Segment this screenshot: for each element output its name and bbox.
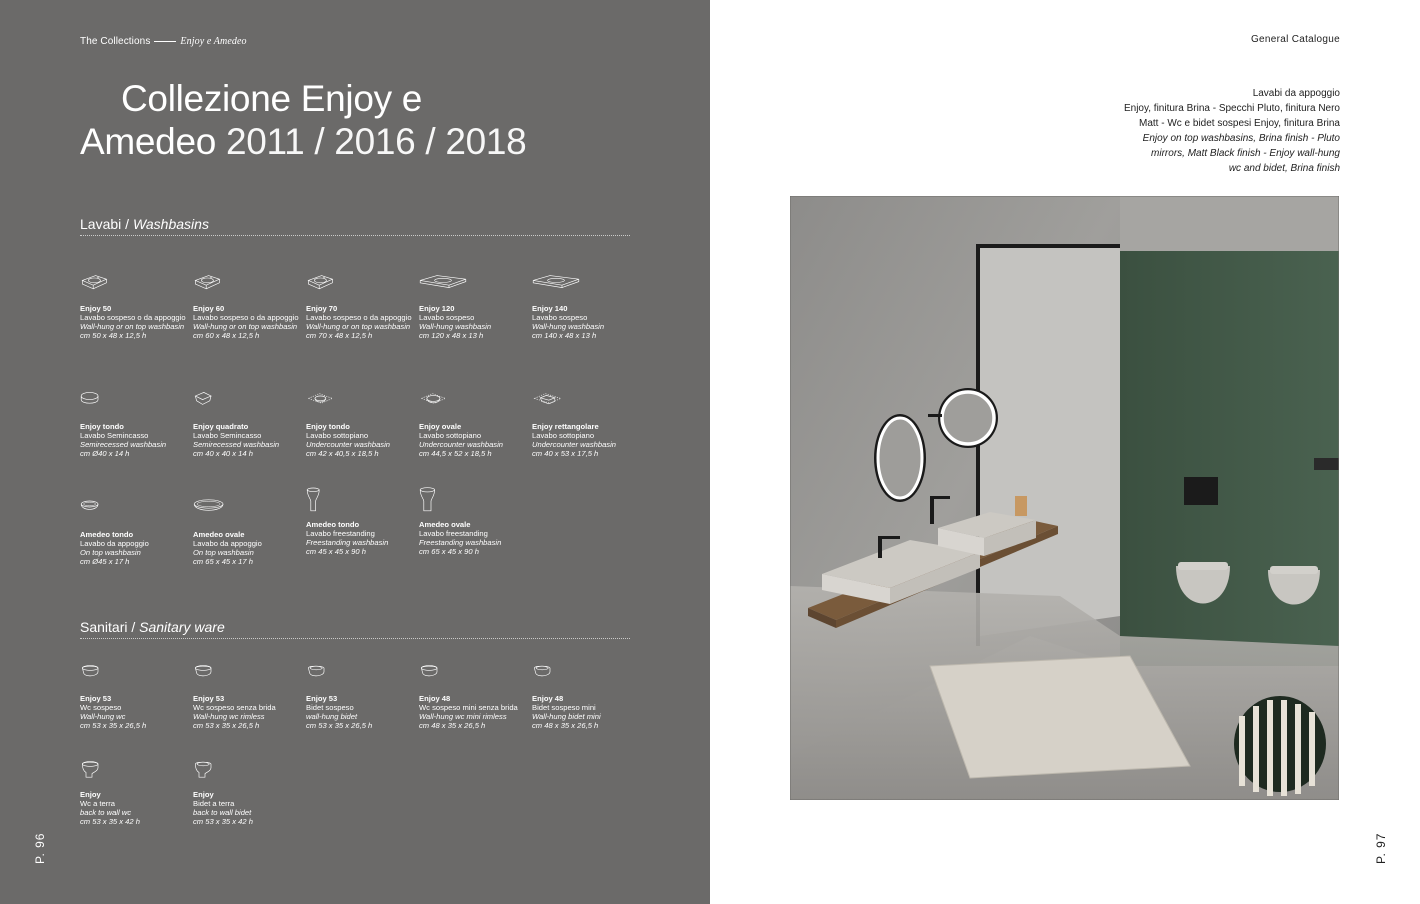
washbasins-heading-en: Washbasins [132,216,209,232]
item-desc-en: Wall-hung or on top washbasin [193,322,298,331]
square-bowl-icon [193,382,241,422]
long-basin-icon [532,264,580,304]
sanitary-item [80,654,192,730]
item-dimensions: cm 53 x 35 x 42 h [193,817,253,826]
round-bowl-icon [80,382,128,422]
floor-wc-icon [80,750,128,790]
item-desc-it: Wc a terra [80,799,116,808]
item-name: Enjoy 53 [80,694,112,703]
sanitary-item [419,654,531,730]
item-dimensions: cm 53 x 35 x 42 h [80,817,140,826]
item-desc-en: Freestanding washbasin [306,538,389,547]
item-name: Enjoy 53 [306,694,338,703]
item-name: Amedeo tondo [306,520,360,529]
page-title [80,77,526,163]
item-desc-it: Wc sospeso senza brida [193,703,276,712]
page-number-left: P. 96 [33,832,47,864]
item-name: Enjoy tondo [306,422,350,431]
item-dimensions: cm 40 x 40 x 14 h [193,449,253,458]
ontop-round-icon [80,490,128,530]
item-desc-it: Lavabo sottopiano [532,431,595,440]
washbasin-item [532,264,644,340]
washbasin-item [80,382,192,458]
item-desc-it: Bidet sospeso mini [532,703,596,712]
item-desc-en: On top washbasin [80,548,141,557]
item-name: Amedeo tondo [80,530,134,539]
washbasins-heading [80,216,630,236]
wall-hung-wc-icon [419,654,467,694]
floor-bidet-icon [193,750,241,790]
item-name: Enjoy 48 [419,694,451,703]
item-dimensions: cm 53 x 35 x 26,5 h [80,721,147,730]
item-desc-it: Bidet sospeso [306,703,354,712]
long-basin-icon [419,264,467,304]
bathroom-photo [790,196,1339,800]
undercounter-rect-icon [532,382,580,422]
undercounter-oval-icon [419,382,467,422]
item-desc-it: Lavabo sospeso [532,313,588,322]
item-name: Enjoy 50 [80,304,112,313]
wall-hung-wc-icon [193,654,241,694]
wall-hung-basin-icon [193,264,241,304]
item-desc-en: Wall-hung or on top washbasin [306,322,411,331]
item-desc-it: Lavabo da appoggio [193,539,262,548]
item-desc-it: Bidet a terra [193,799,235,808]
item-desc-it: Lavabo da appoggio [80,539,149,548]
sanitary-item [193,750,305,826]
washbasin-item [419,382,531,458]
item-desc-en: wall-hung bidet [306,712,358,721]
item-dimensions: cm 50 x 48 x 12,5 h [80,331,147,340]
item-dimensions: cm 70 x 48 x 12,5 h [306,331,373,340]
item-desc-en: Wall-hung washbasin [419,322,492,331]
item-desc-en: Wall-hung bidet mini [532,712,601,721]
item-desc-en: Undercounter washbasin [532,440,617,449]
sanitary-item [80,750,192,826]
wall-hung-bidet-icon [532,654,580,694]
sanitary-heading-it: Sanitari / [80,619,136,635]
ontop-oval-icon [193,490,241,530]
item-desc-en: back to wall bidet [193,808,252,817]
item-desc-it: Lavabo freestanding [306,529,375,538]
item-dimensions: cm 53 x 35 x 26,5 h [306,721,373,730]
item-name: Enjoy tondo [80,422,124,431]
breadcrumb-section: The Collections [80,36,151,47]
item-dimensions: cm Ø45 x 17 h [80,557,130,566]
item-desc-en: Freestanding washbasin [419,538,502,547]
item-dimensions: cm 48 x 35 x 26,5 h [532,721,599,730]
catalogue-header: General Catalogue [1250,34,1340,45]
caption-it-line: Lavabi da appoggio [1252,88,1340,99]
item-desc-it: Lavabo freestanding [419,529,488,538]
item-dimensions: cm 120 x 48 x 13 h [419,331,484,340]
item-desc-en: back to wall wc [80,808,132,817]
item-dimensions: cm 53 x 35 x 26,5 h [193,721,260,730]
item-desc-it: Lavabo sottopiano [306,431,369,440]
washbasin-item [532,382,644,458]
breadcrumb-separator [154,41,176,42]
sanitary-item [193,654,305,730]
item-desc-it: Lavabo sospeso o da appoggio [80,313,186,322]
item-name: Enjoy rettangolare [532,422,599,431]
washbasins-heading-it: Lavabi / [80,216,130,232]
caption-en-line: wc and bidet, Brina finish [1228,163,1340,174]
item-name: Enjoy ovale [419,422,462,431]
item-name: Enjoy 120 [419,304,455,313]
item-dimensions: cm 42 x 40,5 x 18,5 h [306,449,379,458]
caption-en-line: mirrors, Matt Black finish - Enjoy wall-hung [1151,148,1340,159]
item-name: Amedeo ovale [419,520,471,529]
page-number-right: P. 97 [1374,832,1388,864]
item-dimensions: cm 44,5 x 52 x 18,5 h [419,449,492,458]
wall-hung-basin-icon [80,264,128,304]
item-name: Enjoy 140 [532,304,568,313]
item-dimensions: cm 60 x 48 x 12,5 h [193,331,260,340]
item-desc-en: Semirecessed washbasin [80,440,167,449]
washbasin-item [306,264,418,340]
undercounter-round-icon [306,382,354,422]
wall-hung-wc-icon [80,654,128,694]
breadcrumb-collection: Enjoy e Amedeo [180,36,247,47]
item-dimensions: cm 65 x 45 x 90 h [419,547,479,556]
photo-caption [1090,86,1340,176]
item-dimensions: cm 45 x 45 x 90 h [306,547,366,556]
washbasin-item [80,264,192,340]
sanitary-item [306,654,418,730]
item-desc-en: Wall-hung wc rimless [193,712,265,721]
washbasin-item [193,264,305,340]
item-desc-it: Lavabo Semincasso [80,431,149,440]
item-dimensions: cm 48 x 35 x 26,5 h [419,721,486,730]
breadcrumb [80,36,247,47]
item-dimensions: cm 65 x 45 x 17 h [193,557,253,566]
item-desc-en: Wall-hung or on top washbasin [80,322,185,331]
sanitary-item [532,654,644,730]
item-dimensions: cm 140 x 48 x 13 h [532,331,597,340]
title-line-2: Amedeo [80,121,217,162]
item-desc-it: Lavabo sospeso o da appoggio [193,313,299,322]
item-dimensions: cm Ø40 x 14 h [80,449,130,458]
item-desc-it: Wc sospeso mini senza brida [419,703,518,712]
washbasin-item [419,264,531,340]
item-name: Enjoy 53 [193,694,225,703]
item-desc-it: Lavabo sospeso o da appoggio [306,313,412,322]
item-name: Enjoy 70 [306,304,338,313]
item-name: Enjoy [80,790,101,799]
item-desc-it: Lavabo sottopiano [419,431,482,440]
item-desc-it: Lavabo Semincasso [193,431,262,440]
item-desc-en: Wall-hung wc [80,712,126,721]
item-dimensions: cm 40 x 53 x 17,5 h [532,449,599,458]
item-desc-it: Lavabo sospeso [419,313,475,322]
item-desc-en: Wall-hung wc mini rimless [419,712,507,721]
item-name: Enjoy [193,790,214,799]
washbasin-item [306,480,418,556]
wall-hung-bidet-icon [306,654,354,694]
caption-en-line: Enjoy on top washbasins, Brina finish - Pluto [1142,133,1340,144]
caption-it-line: Matt - Wc e bidet sospesi Enjoy, finitura Brina [1138,118,1340,129]
item-name: Enjoy quadrato [193,422,249,431]
section-divider [80,638,630,639]
title-line-1: Collezione Enjoy e [121,78,423,119]
item-desc-en: Wall-hung washbasin [532,322,605,331]
caption-it-line: Enjoy, finitura Brina - Specchi Pluto, finitura Nero [1123,103,1340,114]
sanitary-heading [80,619,630,639]
washbasin-item [193,490,305,566]
item-desc-it: Wc sospeso [80,703,122,712]
freestanding-round-icon [306,480,354,520]
item-name: Enjoy 48 [532,694,564,703]
item-desc-en: Semirecessed washbasin [193,440,280,449]
washbasin-item [80,490,192,566]
washbasin-item [193,382,305,458]
title-years: 2011 / 2016 / 2018 [226,121,527,162]
freestanding-oval-icon [419,480,467,520]
washbasin-item [306,382,418,458]
item-name: Enjoy 60 [193,304,225,313]
washbasin-item [419,480,531,556]
item-desc-en: Undercounter washbasin [419,440,504,449]
item-desc-en: Undercounter washbasin [306,440,391,449]
wall-hung-basin-icon [306,264,354,304]
sanitary-heading-en: Sanitary ware [139,619,225,635]
section-divider [80,235,630,236]
item-name: Amedeo ovale [193,530,245,539]
right-page [710,0,1420,904]
item-desc-en: On top washbasin [193,548,254,557]
